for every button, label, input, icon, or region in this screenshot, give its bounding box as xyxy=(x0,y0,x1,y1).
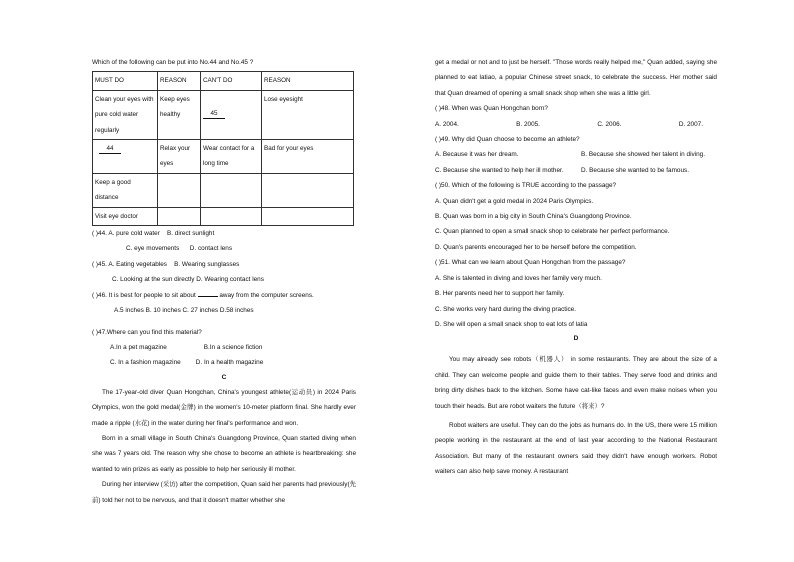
table-cell: Visit eye doctor xyxy=(93,207,158,225)
option: A. Because it was her dream. xyxy=(435,151,519,159)
blank-45[interactable]: 45 xyxy=(203,109,225,119)
fill-blank[interactable] xyxy=(198,296,218,297)
option: D. Wearing contact lens xyxy=(196,276,264,284)
option: C. She works very hard during the diving practice. xyxy=(435,305,577,313)
header-cell: REASON xyxy=(158,72,201,90)
passage-c-paragraph: Born in a small village in South China's Guangdong Province, Quan started diving when she was 7 years old. The reason why she chose to become an athlete is heartbreaking: she wanted to win prizes as early as possible to help her seriously ill mother. xyxy=(92,434,356,473)
question-49-options-ab xyxy=(435,147,717,162)
option: A. pure cold water xyxy=(108,230,160,238)
header-cell: MUST DO xyxy=(93,72,158,90)
answer-slot[interactable]: ( )51. xyxy=(435,259,450,267)
answer-slot[interactable]: ( )48. xyxy=(435,105,450,113)
option: B. 2005. xyxy=(516,120,540,128)
question-45-options xyxy=(92,272,356,287)
option: C. Because she wanted to help her ill mother. xyxy=(435,166,564,174)
table-cell: Keep a good distance xyxy=(93,173,158,207)
option: C. eye movements xyxy=(126,245,180,253)
passage-d-paragraph: You may already see robots（机器人） in some restaurants. They are about the size of a child. They can welcome people and guide them to their tables. They serve food and drinks and bring dirty dishes back to the kitchen. Some have cat-like faces and even make noises when you touch their heads. But are robot waiters the future（将来）? xyxy=(435,356,717,410)
section-d-heading: D xyxy=(573,335,579,343)
table-cell xyxy=(93,140,158,174)
option: C. In a fashion magazine xyxy=(110,359,181,367)
question-46-options: A.5 inches B. 10 inches C. 27 inches D.58 inches xyxy=(114,307,254,315)
option: B. direct sunlight xyxy=(166,230,215,238)
table-cell xyxy=(158,173,201,207)
question-stem: It is best for people to sit about xyxy=(108,291,196,299)
option: C. Quan planned to open a small snack shop to celebrate her perfect performance. xyxy=(435,228,670,236)
option: D. Because she wanted to be famous. xyxy=(581,166,689,174)
option: D. contact lens xyxy=(189,245,233,253)
question-stem: What can we learn about Quan Hongchan from the passage? xyxy=(451,259,626,267)
option: D. She will open a small snack shop to eat lots of latia xyxy=(435,320,588,328)
blank-44[interactable]: 44 xyxy=(99,144,121,154)
option: A.In a pet magazine xyxy=(110,343,167,351)
question-stem: Which of the following is TRUE according to the passage? xyxy=(451,182,617,190)
table-header-row xyxy=(93,72,354,90)
option: B. Because she showed her talent in diving. xyxy=(581,151,705,159)
question-49 xyxy=(435,132,717,147)
question-stem: Where can you find this material? xyxy=(106,328,202,336)
question-46 xyxy=(92,288,356,303)
question-44 xyxy=(92,226,356,241)
table-cell xyxy=(201,90,262,139)
answer-slot[interactable]: ( )49. xyxy=(435,136,450,144)
table-cell: Wear contact for a long time xyxy=(201,140,262,174)
section-c-heading: C xyxy=(221,373,227,381)
table-cell: Relax your eyes xyxy=(158,140,201,174)
option: A. She is talented in diving and loves her family very much. xyxy=(435,274,602,282)
answer-slot[interactable]: ( )44. xyxy=(92,230,107,238)
option: B.In a science fiction xyxy=(203,343,263,351)
answer-slot[interactable]: ( )47. xyxy=(92,328,107,336)
option: B. Wearing sunglasses xyxy=(174,260,240,268)
right-column xyxy=(435,55,717,480)
header-cell: CAN'T DO xyxy=(201,72,262,90)
question-47-options-ab xyxy=(92,340,356,355)
passage-d-paragraph: Robot waiters are useful. They can do the jobs as humans do. In the US, there were 15 million people working in the restaurant at the end of last year according to the National Restaurant Association. But many of the restaurant owners said they didn't have enough workers. Robot waiters can also help save money. A restaurant xyxy=(435,421,717,476)
option: A. 2004. xyxy=(435,120,459,128)
header-cell: REASON xyxy=(262,72,354,90)
table-cell xyxy=(201,173,262,207)
table-row xyxy=(93,173,354,207)
option: C. Looking at the sun directly xyxy=(112,276,195,284)
table-cell xyxy=(158,207,201,225)
table-cell: Bad for your eyes xyxy=(262,140,354,174)
table-intro: Which of the following can be put into No.44 and No.45 ? xyxy=(92,59,254,66)
table-cell: Keep eyes healthy xyxy=(158,90,201,139)
question-stem: When was Quan Hongchan born? xyxy=(451,105,548,113)
table-cell: Clean your eyes with pure cold water regularly xyxy=(93,90,158,139)
question-49-options-cd xyxy=(435,163,717,178)
question-51 xyxy=(435,255,717,270)
option: B. Her parents need her to support her family. xyxy=(435,290,565,298)
question-50 xyxy=(435,178,717,193)
question-stem: Why did Quan choose to become an athlete? xyxy=(451,136,580,144)
passage-c-paragraph: During her interview (采访) after the competition, Quan said her parents had previously(先前) told her not to be nervous, and that it doesn't matter whether she xyxy=(92,481,356,504)
option: D. In a health magazine xyxy=(195,359,264,367)
option: A. Eating vegetables xyxy=(108,260,167,268)
question-47 xyxy=(92,325,356,340)
question-48-options xyxy=(435,117,717,132)
table-row xyxy=(93,90,354,139)
option: B. Quan was born in a big city in South China's Guangdong Province. xyxy=(435,213,632,221)
table-cell xyxy=(201,207,262,225)
option: D. 2007. xyxy=(678,120,703,128)
eye-care-table xyxy=(92,71,354,226)
passage-c-continued: get a medal or not and to just be herself. "Those words really helped me," Quan added, saying she planned to eat latiao, a popular Chinese street snack, to celebrate the success. Her mother said that Quan dreamed of opening a small snack shop when she was a little girl. xyxy=(435,59,717,97)
question-48 xyxy=(435,101,717,116)
answer-slot[interactable]: ( )46. xyxy=(92,291,107,299)
table-cell xyxy=(262,207,354,225)
question-44-options xyxy=(92,241,356,256)
option: C. 2006. xyxy=(597,120,622,128)
table-cell: Lose eyesight xyxy=(262,90,354,139)
left-column xyxy=(92,55,356,508)
option: D. Quan's parents encouraged her to be herself before the competition. xyxy=(435,243,637,251)
table-row xyxy=(93,140,354,174)
passage-c-paragraph: The 17-year-old diver Quan Hongchan, China's youngest athlete(运动员) in 2024 Paris Olympics, won the gold medal(金牌) in the women's 10-meter platform final. She hardly ever made a ripple (水花) in the water during her final's performance and won. xyxy=(92,388,356,427)
question-45 xyxy=(92,257,356,272)
table-cell xyxy=(262,173,354,207)
answer-slot[interactable]: ( )45. xyxy=(92,260,107,268)
answer-slot[interactable]: ( )50. xyxy=(435,182,450,190)
question-stem: away from the computer screens. xyxy=(219,291,314,299)
table-row xyxy=(93,207,354,225)
option: A. Quan didn't get a gold medal in 2024 Paris Olympics. xyxy=(435,197,594,205)
question-47-options-cd xyxy=(92,355,356,370)
